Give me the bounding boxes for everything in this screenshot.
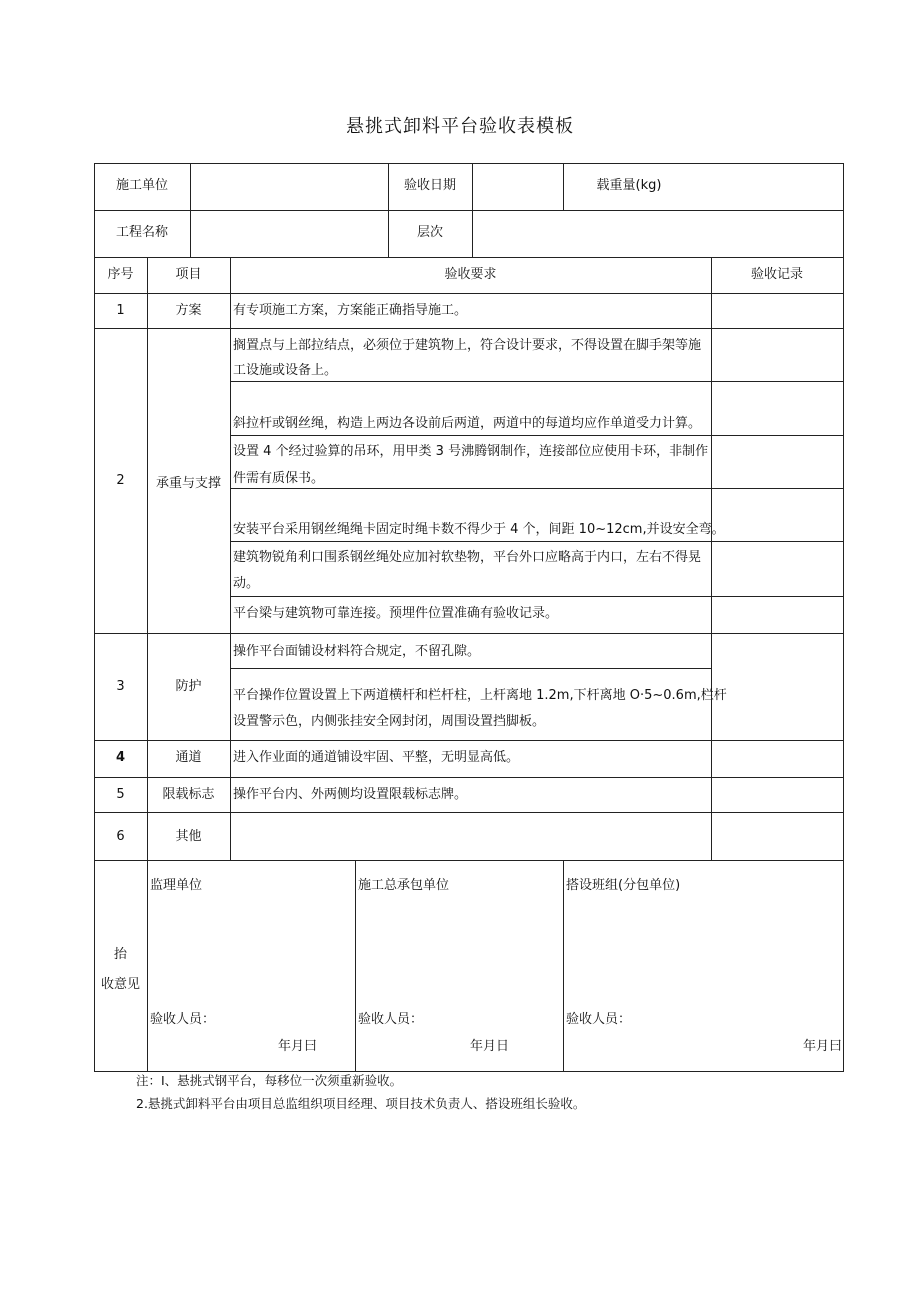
acceptor-label: 验收人员： xyxy=(150,1012,216,1027)
requirement-text: 斜拉杆或钢丝绳，构造上两边各设前后两道，两道中的每道均应作单道受力计算。 xyxy=(233,416,702,431)
row-number: 4 xyxy=(115,750,126,765)
date-label: 年月日 xyxy=(470,1039,510,1054)
requirement-text: 工设施或设备上。 xyxy=(233,363,338,378)
row-item: 通道 xyxy=(175,750,202,765)
acceptance-date-label: 验收日期 xyxy=(403,178,456,193)
column-header-no: 序号 xyxy=(107,267,134,282)
requirement-text: 平台操作位置设置上下两道横杆和栏杆柱，上杆离地 1.2m,下杆离地 O·5~0.6m,栏杆 xyxy=(233,688,727,703)
row-divider xyxy=(94,328,844,329)
requirement-text: 件需有质保书。 xyxy=(233,471,325,486)
row-divider xyxy=(94,257,844,258)
column-header-item: 项目 xyxy=(175,267,202,282)
row-divider xyxy=(230,596,844,597)
row-item: 承重与支撑 xyxy=(155,476,221,491)
col-divider xyxy=(147,257,148,1072)
row-number: 6 xyxy=(116,829,125,844)
requirement-text: 设置 4 个经过验算的吊环，用甲类 3 号沸腾钢制作，连接部位应使用卡环，非制作 xyxy=(233,444,709,459)
column-header-requirement: 验收要求 xyxy=(444,267,497,282)
project-name-label: 工程名称 xyxy=(115,225,168,240)
row-item: 防护 xyxy=(175,679,202,694)
row-divider xyxy=(94,812,844,813)
floor-label: 层次 xyxy=(416,225,443,240)
col-divider xyxy=(355,860,356,1072)
table-border-top xyxy=(94,163,844,164)
row-divider xyxy=(94,210,844,211)
row-divider xyxy=(94,633,844,634)
date-label: 年月曰 xyxy=(278,1039,318,1054)
load-capacity-label: 载重量(kg) xyxy=(596,178,662,193)
row-item: 其他 xyxy=(175,829,202,844)
row-divider xyxy=(230,668,711,669)
general-contractor-label: 施工总承包单位 xyxy=(358,878,450,893)
requirement-text: 安装平台采用钢丝绳绳卡固定时绳卡数不得少于 4 个，间距 10~12cm,并设安全弯。 xyxy=(233,522,725,537)
col-divider xyxy=(230,257,231,860)
row-divider xyxy=(94,293,844,294)
row-divider xyxy=(94,740,844,741)
row-divider xyxy=(94,777,844,778)
row-number: 3 xyxy=(116,679,125,694)
requirement-text: 建筑物锐角利口围系钢丝绳处应加衬软垫物，平台外口应略高于内口，左右不得晃 xyxy=(233,550,702,565)
requirement-text: 搁置点与上部拉结点，必须位于建筑物上，符合设计要求，不得设置在脚手架等施 xyxy=(233,338,702,353)
requirement-text: 有专项施工方案，方案能正确指导施工。 xyxy=(233,303,468,318)
supervisor-unit-label: 监理单位 xyxy=(150,878,203,893)
note-line: 2.悬挑式卸料平台由项目总监组织项目经理、项目技术负责人、搭设班组长验收。 xyxy=(136,1096,586,1111)
requirement-text: 操作平台面铺设材料符合规定，不留孔隙。 xyxy=(233,644,481,659)
row-number: 2 xyxy=(116,473,125,488)
requirement-text: 设置警示色，内侧张挂安全网封闭，周围设置挡脚板。 xyxy=(233,714,546,729)
column-header-record: 验收记录 xyxy=(750,267,803,282)
row-number: 5 xyxy=(116,787,125,802)
acceptor-label: 验收人员： xyxy=(358,1012,424,1027)
row-item: 限载标志 xyxy=(162,787,215,802)
page-title: 悬挑式卸料平台验收表模板 xyxy=(346,116,574,137)
requirement-text: 进入作业面的通道铺设牢固、平整，无明显高低。 xyxy=(233,750,520,765)
date-label: 年月曰 xyxy=(803,1039,843,1054)
acceptor-label: 验收人员： xyxy=(566,1012,632,1027)
opinion-label-line1: 抬 xyxy=(113,947,127,962)
row-item: 方案 xyxy=(175,303,202,318)
col-divider xyxy=(563,860,564,1072)
opinion-label-line2: 收意见 xyxy=(100,977,140,992)
row-number: 1 xyxy=(116,303,125,318)
construction-unit-label: 施工单位 xyxy=(115,178,168,193)
col-divider xyxy=(711,257,712,860)
requirement-text: 操作平台内、外两侧均设置限载标志牌。 xyxy=(233,787,468,802)
col-divider xyxy=(190,163,191,257)
requirement-text: 平台梁与建筑物可靠连接。预埋件位置准确有验收记录。 xyxy=(233,606,559,621)
table-border-right xyxy=(843,163,844,1072)
col-divider xyxy=(472,163,473,257)
row-divider xyxy=(94,860,844,861)
note-line: 注：I、悬挑式钢平台，每移位一次须重新验收。 xyxy=(136,1073,403,1088)
erection-team-label: 搭设班组(分包单位) xyxy=(566,878,681,893)
requirement-text: 动。 xyxy=(233,576,260,591)
